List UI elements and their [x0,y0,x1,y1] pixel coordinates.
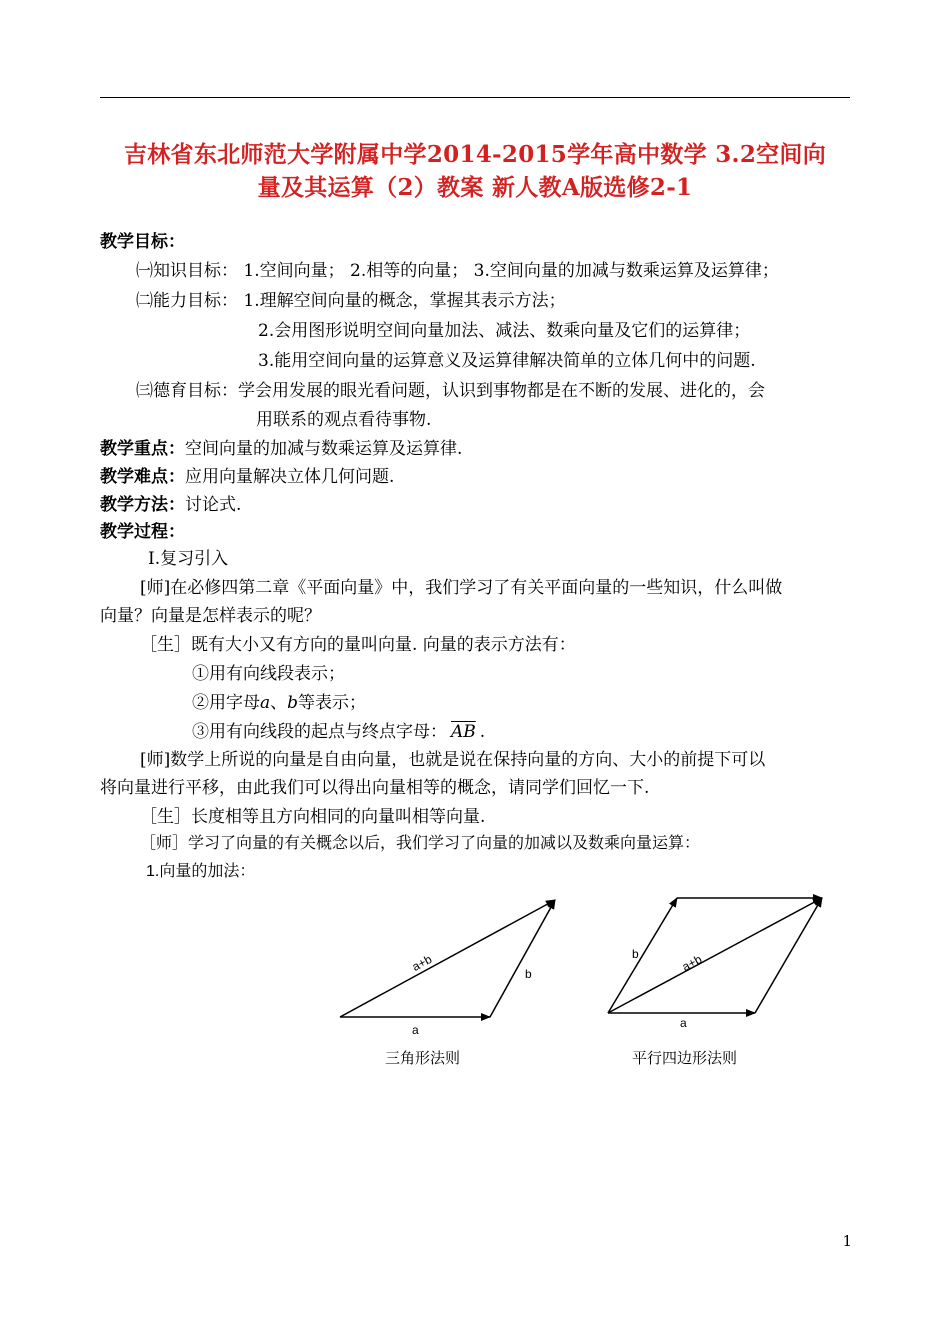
triangle-diagram [340,900,555,1067]
triangle-label-sum: a+b [409,952,435,974]
triangle-label-a: a [412,1023,419,1037]
teaching-method-label: 教学方法： [100,495,185,515]
paragraph-4: ［生］长度相等且方向相同的向量叫相等向量. [140,807,486,827]
paragraph-3-line-2: 将向量进行平移，由此我们可以得出向量相等的概念，请同学们回忆一下. [100,778,650,798]
paragraph-2: ［生］既有大小又有方向的量叫向量. 向量的表示方法有： [140,635,576,655]
paragraph-5: ［师］学习了向量的有关概念以后，我们学习了向量的加减以及数乘向量运算： [140,835,701,852]
moral-objective-2: 用联系的观点看待事物. [256,410,432,430]
teaching-difficulty-label: 教学难点： [100,467,185,487]
teaching-key-text: 空间向量的加减与数乘运算及运算律. [185,439,463,459]
letter-b: b [287,693,299,713]
parallelogram-diagonal [608,898,822,1013]
paragraph-1-line-1: [师]在必修四第二章《平面向量》中，我们学习了有关平面向量的一些知识，什么叫做 [140,578,783,598]
title-line-1: 吉林省东北师范大学附属中学2014-2015学年高中数学 3.2空间向 [123,141,827,168]
letter-a: a [260,693,271,713]
list-item-2-text: ②用字母 [192,693,260,713]
triangle-label-b: b [525,967,532,981]
parallelogram-diagram [608,898,822,1067]
knowledge-objective: ㈠知识目标： 1.空间向量； 2.相等的向量； 3.空间向量的加减与数乘运算及运算律； [136,261,779,281]
list-item-3-suffix: . [479,722,486,742]
ability-objective-1: ㈡能力目标： 1.理解空间向量的概念，掌握其表示方法； [136,291,566,311]
section-review: Ⅰ.复习引入 [148,549,229,569]
subheading-addition: 1.向量的加法： [146,863,256,880]
list-item-2-suffix: 等表示； [298,693,367,713]
parallelogram-label-a: a [680,1016,687,1030]
paragraph-3-line-1: [师]数学上所说的向量是自由向量，也就是说在保持向量的方向、大小的前提下可以 [140,750,766,770]
parallelogram-caption: 平行四边形法则 [632,1050,738,1067]
ability-objective-3: 3.能用空间向量的运算意义及运算律解决简单的立体几何中的问题. [258,351,756,371]
objectives-heading: 教学目标： [100,232,185,252]
list-item-3-text: ③用有向线段的起点与终点字母： [192,722,447,742]
parallelogram-vector-b [608,898,677,1013]
list-item-1: ①用有向线段表示； [192,664,345,684]
triangle-caption: 三角形法则 [385,1050,461,1067]
process-heading: 教学过程： [100,522,185,542]
moral-objective-1: ㈢德育目标：学会用发展的眼光看问题，认识到事物都是在不断的发展、进化的，会 [136,381,765,401]
paragraph-1-line-2: 向量？向量是怎样表示的呢？ [100,606,321,626]
teaching-key-label: 教学重点： [100,439,185,459]
parallelogram-label-sum: a+b [679,952,705,974]
page-number: 1 [842,1232,852,1250]
teaching-method-text: 讨论式. [185,495,242,515]
title-line-2: 量及其运算（2）教案 新人教A版选修2-1 [257,174,693,201]
teaching-difficulty-text: 应用向量解决立体几何问题. [185,467,395,487]
list-item-2-separator: 、 [270,693,288,713]
ability-objective-2: 2.会用图形说明空间向量加法、减法、数乘向量及它们的运算律； [258,321,751,341]
parallelogram-label-b: b [632,947,639,961]
vector-ab: $\overline{AB}$ [451,722,476,742]
